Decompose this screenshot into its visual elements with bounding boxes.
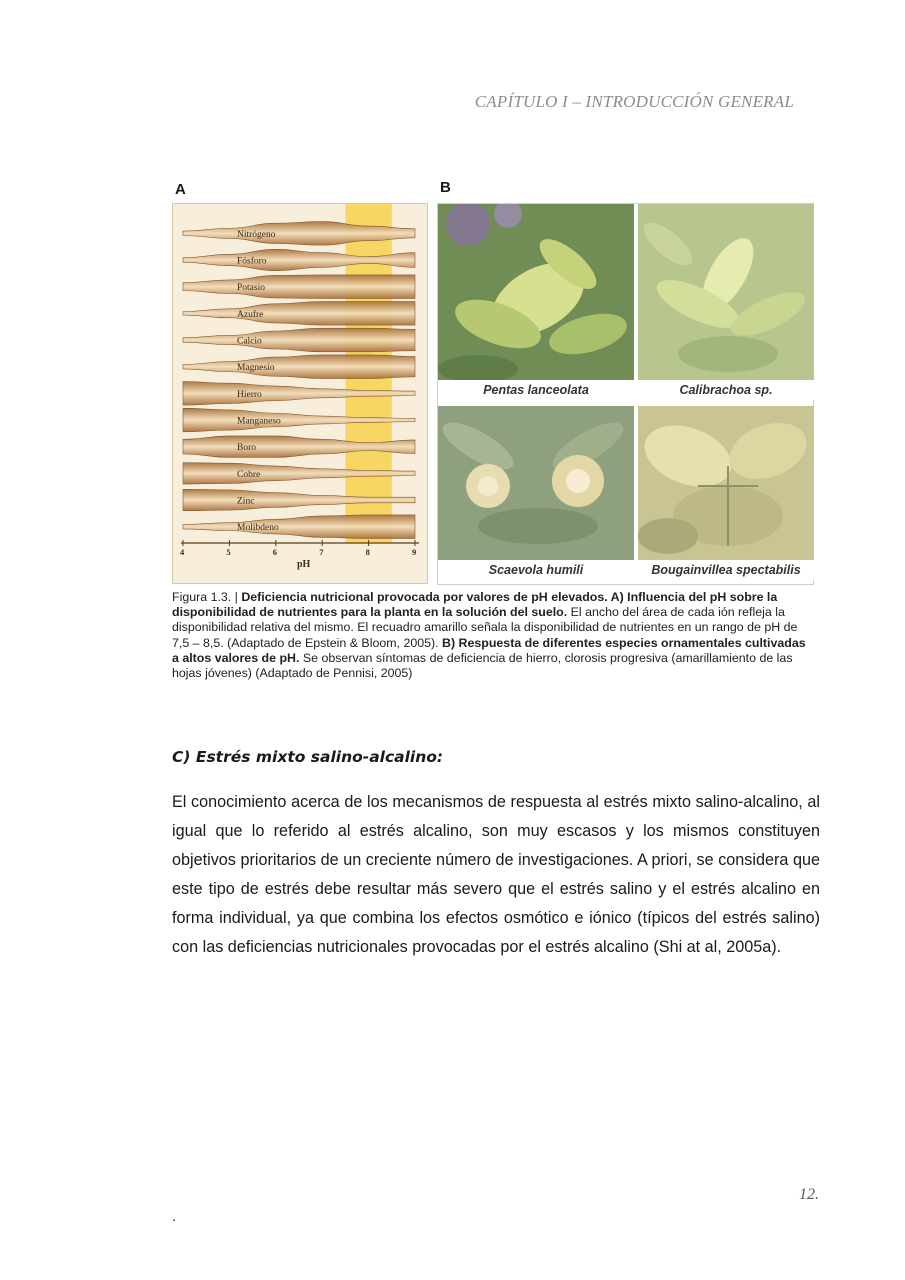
- x-tick-label: 5: [226, 547, 231, 557]
- x-axis-label: pH: [297, 559, 311, 570]
- photo-caption: Pentas lanceolata: [438, 380, 634, 400]
- nutrient-label: Azufre: [237, 309, 264, 320]
- footer-dot: .: [172, 1208, 176, 1224]
- section-heading: C) Estrés mixto salino-alcalino:: [172, 748, 444, 766]
- nutrient-label: Molibdeno: [237, 523, 279, 534]
- photo-pentas-lanceolata: [438, 204, 634, 402]
- photo-calibrachoa: [638, 204, 814, 402]
- caption-prefix: Figura 1.3. |: [172, 590, 242, 604]
- photo-caption: Bougainvillea spectabilis: [638, 560, 814, 580]
- body-paragraph: El conocimiento acerca de los mecanismos de respuesta al estrés mixto salino-alcalino, al igual que lo referido al estrés alcalino, son muy escasos y los mismos constituyen objetivos prioritarios de un creciente número de investigaciones. A priori, se considera que este tipo de estrés debe resultar más severo que el estrés salino y el estrés alcalino en forma individual, ya que combina los efectos osmótico e iónico (típicos del estrés salino) con las deficiencias nutricionales provocadas por el estrés alcalino (Shi at al, 2005a).: [172, 793, 820, 956]
- caption-text-1: El ancho del área de cada ión refleja la disponibilidad relativa del mismo. El recuadro amarillo señala la disponibilidad de nutrientes en un rango de pH de 7,5 – 8,5. (Adaptado de Epstein & Bloom, 2005).: [172, 605, 798, 650]
- nutrient-availability-chart: [172, 203, 428, 584]
- nutrient-label: Potasio: [237, 283, 265, 294]
- pentas-plant-photo: [438, 204, 634, 382]
- x-tick-label: 6: [272, 547, 278, 557]
- scaevola-plant-photo: [438, 406, 634, 562]
- nutrient-label: Fósforo: [237, 256, 267, 267]
- panel-a-label: A: [175, 181, 186, 198]
- caption-bold-1: Deficiencia nutricional provocada por valores de pH elevados. A) Influencia del pH sobre la disponibilidad de nutrientes para la planta en la solución del suelo.: [172, 590, 778, 620]
- photo-caption: Calibrachoa sp.: [638, 380, 814, 400]
- photo-caption: Scaevola humili: [438, 560, 634, 580]
- nutrient-label: Nitrógeno: [237, 229, 276, 240]
- figure-caption: [172, 590, 812, 681]
- x-tick-label: 7: [319, 547, 324, 557]
- panel-b-label: B: [440, 179, 451, 196]
- nutrient-label: Cobre: [237, 469, 261, 480]
- x-tick-label: 9: [412, 547, 417, 557]
- nutrient-label: Manganeso: [237, 416, 281, 427]
- nutrient-label: Boro: [237, 443, 256, 454]
- photo-bougainvillea-spectabilis: [638, 406, 814, 584]
- page-number: 12.: [799, 1186, 819, 1203]
- calibrachoa-plant-photo: [638, 204, 814, 382]
- nutrient-label: Hierro: [237, 389, 262, 400]
- caption-bold-2: B) Respuesta de diferentes especies ornamentales cultivadas a altos valores de pH.: [172, 635, 806, 665]
- nutrient-label: Calcio: [237, 336, 262, 347]
- x-tick-label: 8: [365, 547, 370, 557]
- caption-text-2: Se observan síntomas de deficiencia de hierro, clorosis progresiva (amarillamiento de las hojas jóvenes) (Adaptado de Pennisi, 2005): [172, 650, 793, 681]
- photo-scaevola-humili: [438, 406, 634, 584]
- running-header: CAPÍTULO I – INTRODUCCIÓN GENERAL: [474, 92, 794, 111]
- nutrient-label: Magnesio: [237, 363, 275, 374]
- x-tick-label: 4: [180, 547, 185, 557]
- species-photo-grid: [437, 203, 814, 585]
- chart-svg: [173, 204, 427, 583]
- bougainvillea-plant-photo: [638, 406, 814, 562]
- nutrient-label: Zinc: [237, 496, 255, 507]
